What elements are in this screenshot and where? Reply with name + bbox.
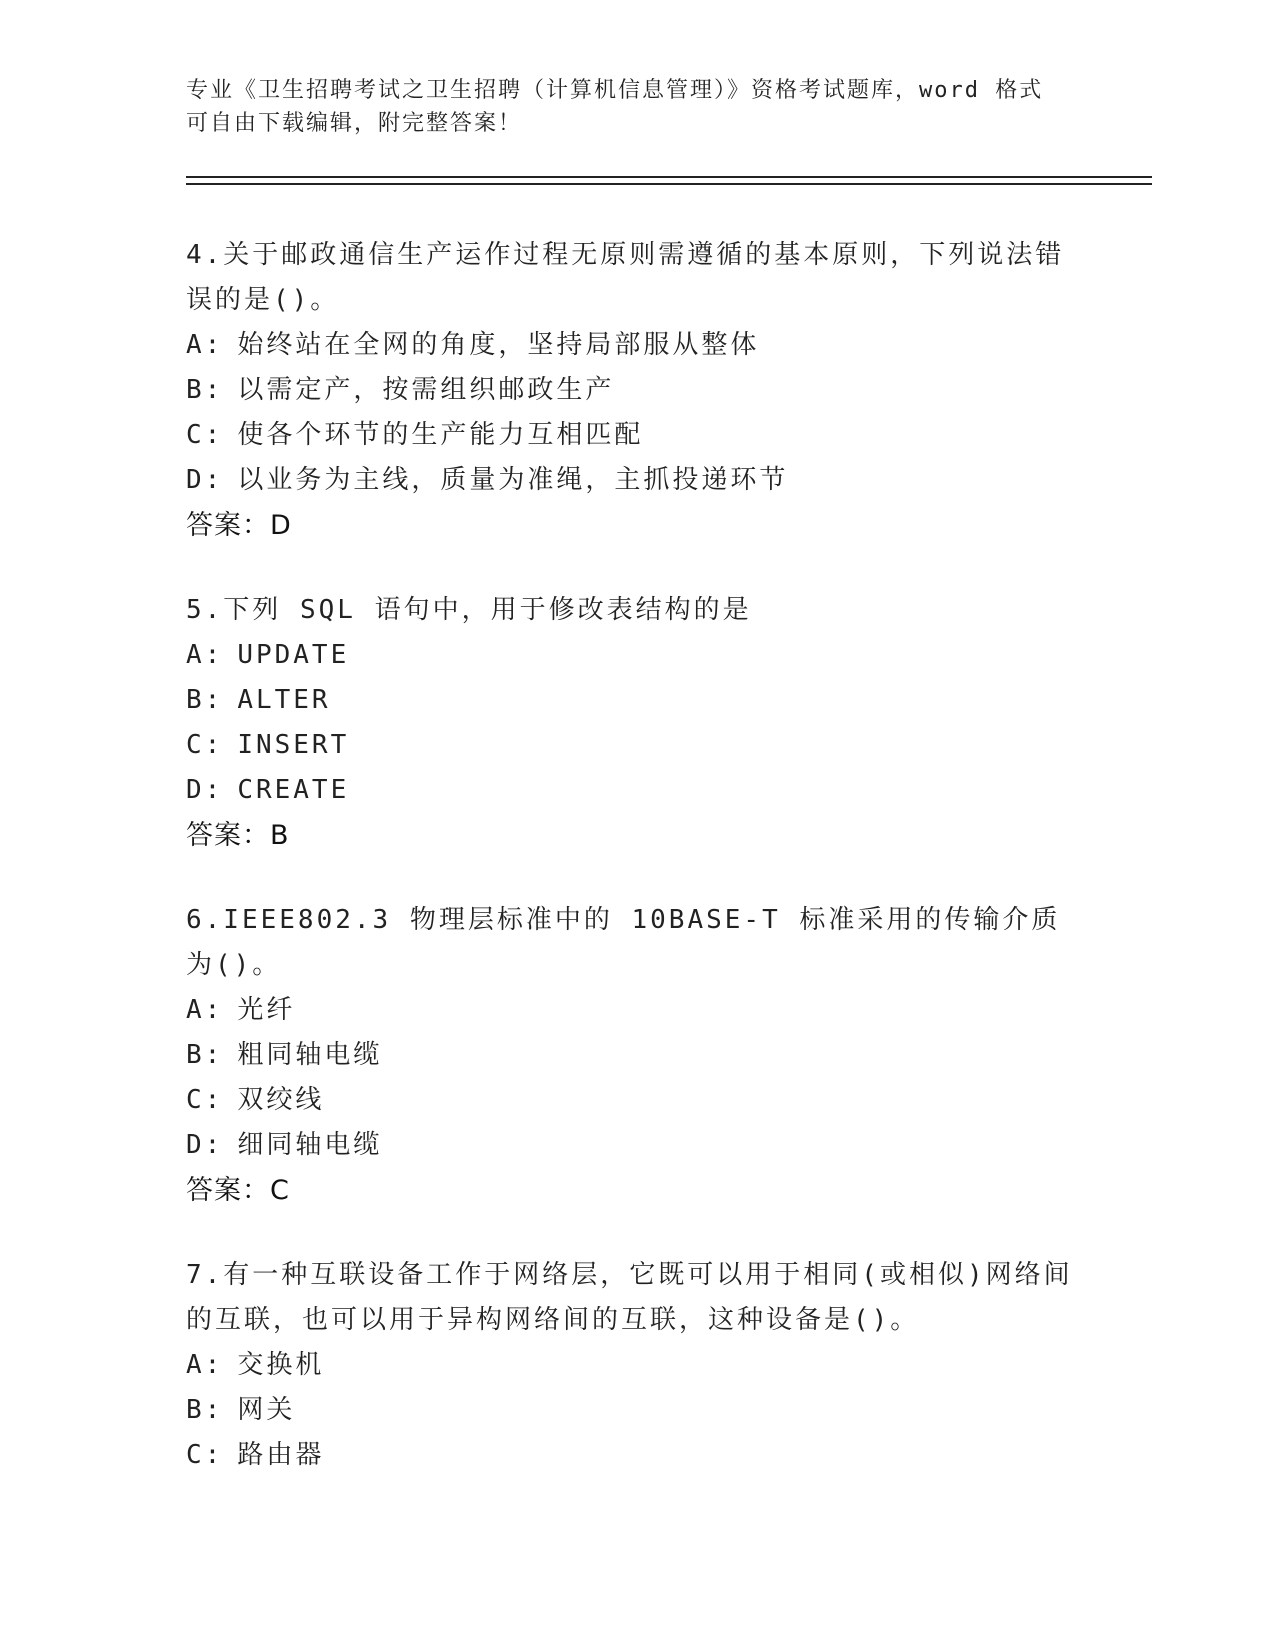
- option-b: [186, 1033, 1086, 1078]
- option-key: B: [186, 1395, 205, 1425]
- option-d: [186, 458, 1086, 503]
- header-divider-top: [186, 176, 1152, 178]
- option-key: D: [186, 1130, 205, 1160]
- question-stem-line: 误的是()。: [186, 285, 340, 315]
- option-text: 始终站在全网的角度，坚持局部服从整体: [237, 330, 760, 360]
- option-text: CREATE: [237, 775, 350, 805]
- answer-label: 答案：D: [186, 510, 292, 541]
- option-separator: :: [204, 685, 224, 715]
- option-key: D: [186, 465, 205, 495]
- option-separator: :: [204, 465, 224, 495]
- option-key: C: [186, 1440, 205, 1470]
- answer-label: 答案：B: [186, 820, 290, 851]
- option-separator: :: [204, 1395, 224, 1425]
- option-a: [186, 323, 1086, 368]
- header-title-line-2: 可自由下载编辑，附完整答案！: [186, 111, 523, 136]
- option-key: B: [186, 1040, 205, 1070]
- option-a: [186, 988, 1086, 1033]
- question-stem-line: 5.下列 SQL 语句中，用于修改表结构的是: [186, 595, 752, 625]
- option-c: [186, 413, 1086, 458]
- question-item: [186, 1253, 1086, 1478]
- option-b: [186, 678, 1086, 723]
- header-divider-bottom: [186, 183, 1152, 185]
- option-separator: :: [204, 420, 224, 450]
- option-text: 使各个环节的生产能力互相匹配: [237, 420, 644, 450]
- option-separator: :: [204, 1130, 224, 1160]
- option-a: [186, 1343, 1086, 1388]
- option-text: 以业务为主线，质量为准绳，主抓投递环节: [237, 465, 789, 495]
- question-item: [186, 898, 1086, 1213]
- option-c: [186, 1433, 1086, 1478]
- option-b: [186, 1388, 1086, 1433]
- question-stem-line: 6.IEEE802.3 物理层标准中的 10BASE-T 标准采用的传输介质为()。: [186, 905, 1061, 980]
- question-list: [186, 233, 1086, 1518]
- option-key: A: [186, 330, 205, 360]
- question-item: [186, 588, 1086, 858]
- question-stem-line: 4.关于邮政通信生产运作过程无原则需遵循的基本原则，下列说法错: [186, 240, 1065, 270]
- option-key: D: [186, 775, 205, 805]
- option-separator: :: [204, 730, 224, 760]
- option-c: [186, 1078, 1086, 1123]
- option-key: C: [186, 420, 205, 450]
- option-separator: :: [204, 995, 224, 1025]
- option-d: [186, 1123, 1086, 1168]
- document-header: [186, 74, 1066, 140]
- option-text: 以需定产，按需组织邮政生产: [237, 375, 615, 405]
- option-key: A: [186, 1350, 205, 1380]
- option-text: 网关: [237, 1395, 296, 1425]
- option-key: C: [186, 730, 205, 760]
- option-a: [186, 633, 1086, 678]
- header-title-line-1: 专业《卫生招聘考试之卫生招聘（计算机信息管理）》资格考试题库，word 格式: [186, 78, 1044, 103]
- option-separator: :: [204, 1085, 224, 1115]
- option-separator: :: [204, 330, 224, 360]
- option-c: [186, 723, 1086, 768]
- option-key: B: [186, 685, 205, 715]
- option-text: 粗同轴电缆: [237, 1040, 383, 1070]
- option-key: A: [186, 995, 205, 1025]
- option-separator: :: [204, 640, 224, 670]
- option-text: ALTER: [237, 685, 331, 715]
- option-separator: :: [204, 775, 224, 805]
- option-text: INSERT: [237, 730, 350, 760]
- option-text: 细同轴电缆: [237, 1130, 383, 1160]
- option-text: 交换机: [237, 1350, 325, 1380]
- option-text: 光纤: [237, 995, 296, 1025]
- option-d: [186, 768, 1086, 813]
- option-b: [186, 368, 1086, 413]
- option-separator: :: [204, 1350, 224, 1380]
- option-separator: :: [204, 375, 224, 405]
- question-stem-line: 7.有一种互联设备工作于网络层，它既可以用于相同(或相似)网络间: [186, 1260, 1073, 1290]
- option-text: 双绞线: [237, 1085, 325, 1115]
- option-text: UPDATE: [237, 640, 350, 670]
- option-text: 路由器: [237, 1440, 325, 1470]
- option-key: A: [186, 640, 205, 670]
- question-item: [186, 233, 1086, 548]
- option-separator: :: [204, 1440, 224, 1470]
- option-key: B: [186, 375, 205, 405]
- option-key: C: [186, 1085, 205, 1115]
- answer-label: 答案：C: [186, 1175, 290, 1206]
- question-stem-line: 的互联，也可以用于异构网络间的互联，这种设备是()。: [186, 1305, 920, 1335]
- option-separator: :: [204, 1040, 224, 1070]
